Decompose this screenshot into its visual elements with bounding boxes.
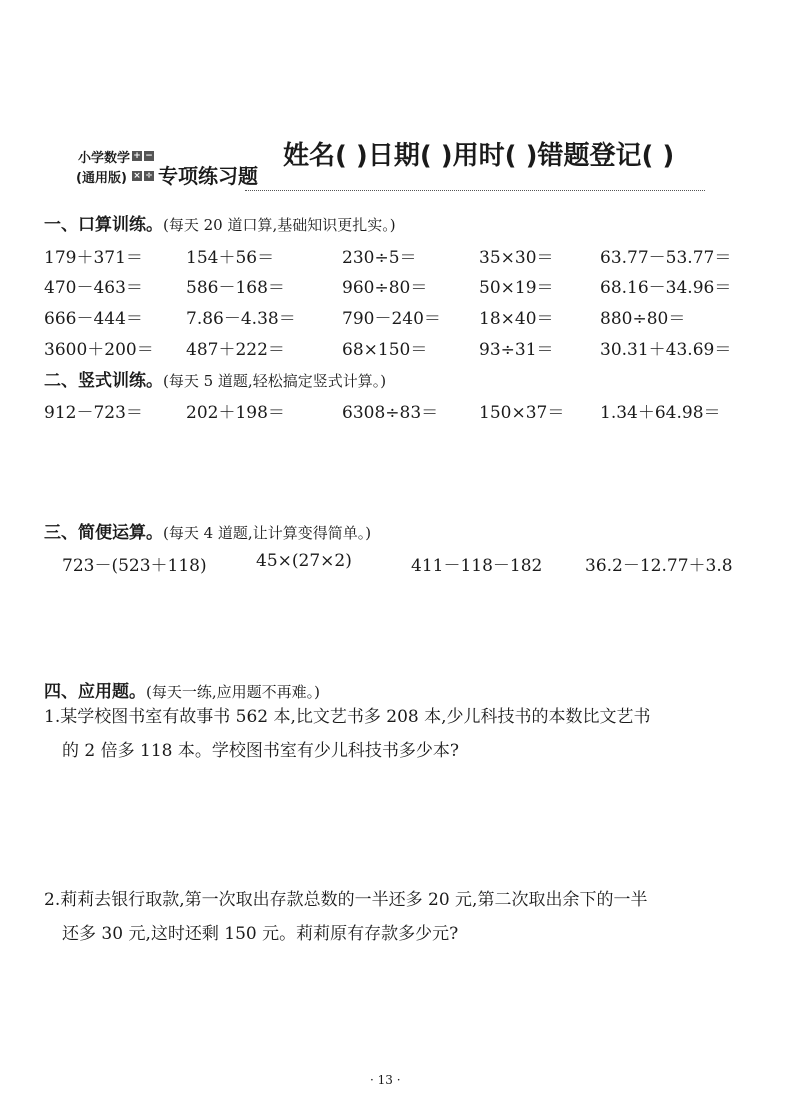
oral-item: 93÷31＝	[479, 340, 554, 360]
oral-item: 3600＋200＝	[44, 340, 154, 360]
minus-icon: −	[145, 151, 153, 161]
word-problem-2-line1: 2.莉莉去银行取款,第一次取出存款总数的一半还多 20 元,第二次取出余下的一半	[44, 890, 648, 910]
section-oral-heading	[44, 210, 396, 235]
simplify-item: 411－118－182	[411, 556, 543, 576]
oral-item: 960÷80＝	[342, 278, 428, 298]
section-title: 一、口算训练。	[44, 215, 163, 235]
vertical-item: 202＋198＝	[186, 403, 285, 423]
word-problem-1-line2: 的 2 倍多 118 本。学校图书室有少儿科技书多少本?	[62, 741, 459, 761]
section-simplify-heading	[44, 518, 371, 543]
plus-icon: +	[133, 151, 141, 161]
oral-item: 179＋371＝	[44, 248, 143, 268]
oral-item: 35×30＝	[479, 248, 554, 268]
word-problem-1-line1: 1.某学校图书室有故事书 562 本,比文艺书多 208 本,少儿科技书的本数比文艺书	[44, 707, 651, 727]
oral-item: 7.86－4.38＝	[186, 309, 296, 329]
oral-item: 880÷80＝	[600, 309, 686, 329]
oral-item: 18×40＝	[479, 309, 554, 329]
oral-item: 50×19＝	[479, 278, 554, 298]
vertical-item: 6308÷83＝	[342, 403, 439, 423]
word-problem-2-line2: 还多 30 元,这时还剩 150 元。莉莉原有存款多少元?	[62, 924, 459, 944]
oral-item: 68.16－34.96＝	[600, 278, 732, 298]
vertical-item: 1.34＋64.98＝	[600, 403, 721, 423]
oral-item: 68×150＝	[342, 340, 428, 360]
student-info-fields: 姓名( )日期( )用时( )错题登记( )	[283, 141, 675, 171]
series-edition: (通用版)	[76, 171, 127, 186]
oral-item: 666－444＝	[44, 309, 143, 329]
times-icon: ×	[133, 171, 141, 181]
oral-item: 470－463＝	[44, 278, 143, 298]
math-operators-icon	[132, 149, 154, 187]
oral-item: 63.77－53.77＝	[600, 248, 732, 268]
simplify-item: 36.2－12.77＋3.8	[585, 556, 733, 576]
oral-item: 586－168＝	[186, 278, 285, 298]
simplify-item: 723－(523＋118)	[62, 556, 207, 576]
header-divider	[245, 190, 705, 191]
series-name: 小学数学	[78, 151, 131, 166]
oral-item: 230÷5＝	[342, 248, 417, 268]
section-vertical-heading	[44, 366, 386, 391]
section-word-problems-heading	[44, 677, 320, 702]
section-title: 四、应用题。	[44, 682, 146, 702]
section-title: 三、简便运算。	[44, 523, 163, 543]
simplify-item: 45×(27×2)	[256, 551, 352, 571]
section-note: (每天 20 道口算,基础知识更扎实。)	[163, 216, 396, 234]
oral-item: 487＋222＝	[186, 340, 285, 360]
section-note: (每天 5 道题,轻松搞定竖式计算。)	[163, 372, 387, 390]
section-note: (每天 4 道题,让计算变得简单。)	[163, 524, 372, 542]
oral-item: 30.31＋43.69＝	[600, 340, 732, 360]
vertical-item: 150×37＝	[479, 403, 565, 423]
oral-item: 790－240＝	[342, 309, 441, 329]
worksheet-title: 专项练习题	[158, 164, 258, 188]
section-title: 二、竖式训练。	[44, 371, 163, 391]
page-number: · 13 ·	[370, 1073, 401, 1087]
section-note: (每天一练,应用题不再难。)	[146, 683, 320, 701]
vertical-item: 912－723＝	[44, 403, 143, 423]
divide-icon: ÷	[145, 171, 153, 181]
oral-item: 154＋56＝	[186, 248, 275, 268]
